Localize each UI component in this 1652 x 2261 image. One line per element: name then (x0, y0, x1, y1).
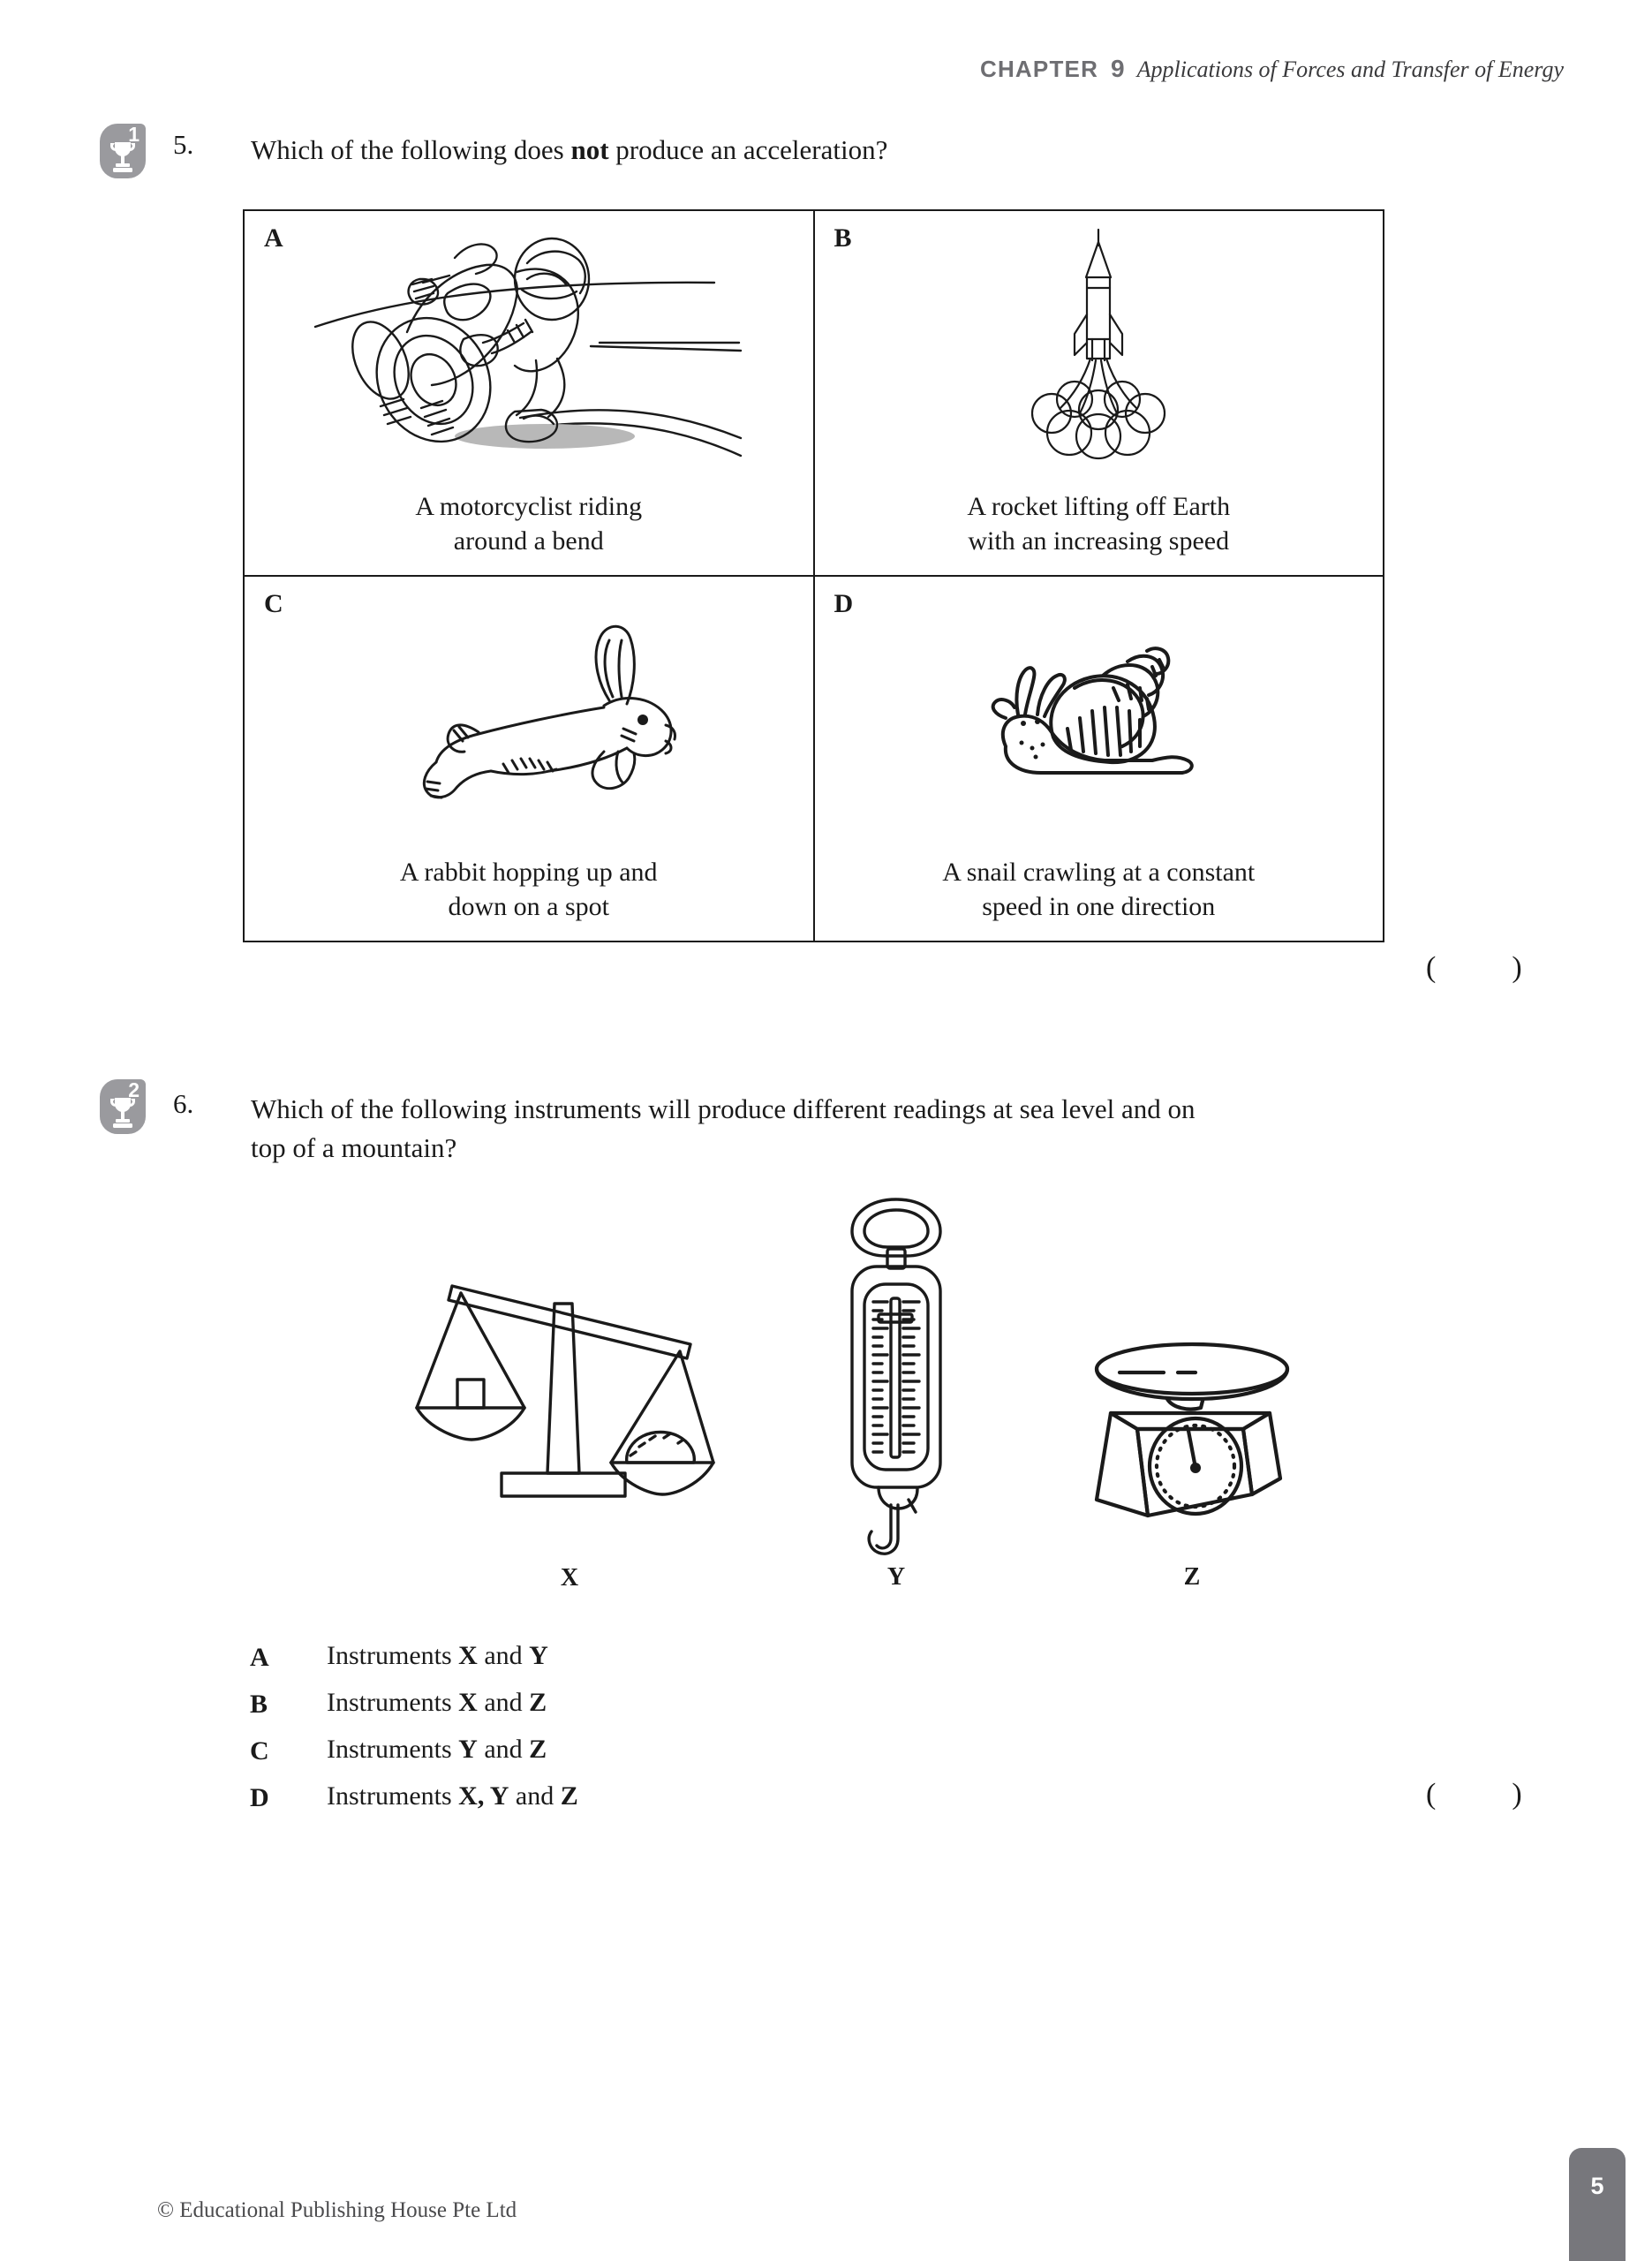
option-caption-c-line2: down on a spot (448, 892, 609, 922)
option-cell-a[interactable] (244, 210, 814, 576)
motorcyclist-icon (245, 223, 813, 471)
page-number-tab: 5 (1569, 2148, 1626, 2261)
option-caption-b-line1: A rocket lifting off Earth (967, 491, 1231, 521)
option-letter-a: A (264, 223, 283, 253)
trophy-badge-q5 (100, 124, 146, 178)
choice-d-mid: and (509, 1781, 561, 1811)
option-caption-b (815, 489, 1384, 559)
choice-c-mid: and (477, 1735, 530, 1764)
option-caption-b-line2: with an increasing speed (968, 526, 1230, 556)
choice-text-c[interactable] (327, 1736, 547, 1763)
question-5-text-bold: not (570, 134, 609, 165)
answer-bracket-close-q5: ) (1512, 951, 1598, 984)
answer-bracket-q5[interactable] (1426, 951, 1598, 985)
question-6-number: 6. (173, 1088, 194, 1119)
choice-c-prefix: Instruments (327, 1735, 459, 1764)
choice-b-first: X (458, 1688, 478, 1717)
instrument-z (1086, 1327, 1298, 1592)
option-letter-c: C (264, 589, 283, 618)
instrument-y-label: Y (886, 1563, 906, 1591)
choice-d-second: Z (560, 1781, 578, 1811)
choice-text-b[interactable] (327, 1690, 547, 1716)
badge-number: 2 (128, 1078, 140, 1101)
instrument-y (817, 1194, 976, 1592)
question-5-text-before: Which of the following does (251, 134, 571, 165)
question-5-text-after: produce an acceleration? (608, 134, 888, 165)
option-caption-d-line1: A snail crawling at a constant (942, 857, 1256, 887)
option-cell-c[interactable] (244, 576, 814, 941)
question-5-options-table (243, 209, 1384, 942)
choice-text-d[interactable] (327, 1783, 578, 1810)
running-header (980, 55, 1564, 83)
choice-b-second: Z (529, 1688, 547, 1717)
choice-letter-d: D (250, 1783, 269, 1812)
question-6-text-line2: top of a mountain? (251, 1132, 457, 1164)
choice-d-prefix: Instruments (327, 1781, 459, 1811)
footer-copyright: © Educational Publishing House Pte Ltd (157, 2198, 517, 2222)
choice-c-first: Y (458, 1735, 478, 1764)
choice-letter-a: A (250, 1643, 269, 1672)
choice-a-prefix: Instruments (327, 1641, 459, 1670)
answer-bracket-close-q6: ) (1512, 1778, 1598, 1811)
choice-letter-c: C (250, 1736, 269, 1766)
kitchen-scale-icon (1086, 1327, 1298, 1558)
chapter-word: CHAPTER (979, 56, 1099, 82)
answer-bracket-open-q6: ( (1426, 1778, 1512, 1811)
option-letter-d: D (834, 589, 854, 618)
option-caption-a-line2: around a bend (453, 526, 604, 556)
question-6-text (251, 1090, 1505, 1168)
beam-balance-icon (406, 1254, 733, 1559)
choice-b-mid: and (477, 1688, 530, 1717)
instrument-x (406, 1254, 733, 1592)
rabbit-icon (245, 589, 813, 836)
answer-bracket-open-q5: ( (1426, 951, 1512, 984)
question-5-number: 5. (173, 129, 194, 160)
option-cell-b[interactable] (814, 210, 1384, 576)
rocket-icon (815, 223, 1384, 471)
choice-text-a[interactable] (327, 1643, 548, 1669)
option-letter-b: B (834, 223, 852, 253)
instrument-x-label: X (560, 1564, 579, 1592)
chapter-title: Applications of Forces and Transfer of Energy (1136, 57, 1564, 82)
badge-number: 1 (128, 123, 140, 146)
choice-a-mid: and (477, 1641, 530, 1670)
table-row (244, 576, 1384, 941)
chapter-number: 9 (1111, 55, 1125, 82)
trophy-badge-q6 (100, 1079, 146, 1134)
choice-a-second: Y (529, 1641, 548, 1670)
choice-a-first: X (458, 1641, 478, 1670)
choice-letter-b: B (250, 1690, 268, 1719)
choice-d-first: X, Y (458, 1781, 509, 1811)
question-5-text (251, 131, 1390, 170)
choice-c-second: Z (529, 1735, 547, 1764)
option-caption-a (245, 489, 813, 559)
option-caption-c (245, 855, 813, 925)
snail-icon (815, 589, 1384, 836)
table-row (244, 210, 1384, 576)
option-caption-a-line1: A motorcyclist riding (415, 491, 643, 521)
option-caption-c-line1: A rabbit hopping up and (399, 857, 658, 887)
question-6-text-line1: Which of the following instruments will produce different readings at sea level and on (251, 1093, 1196, 1124)
answer-bracket-q6[interactable] (1426, 1778, 1598, 1811)
choice-b-prefix: Instruments (327, 1688, 459, 1717)
instrument-z-label: Z (1183, 1563, 1201, 1591)
option-cell-d[interactable] (814, 576, 1384, 941)
spring-balance-icon (817, 1194, 976, 1558)
option-caption-d (815, 855, 1384, 925)
option-caption-d-line2: speed in one direction (982, 892, 1216, 922)
